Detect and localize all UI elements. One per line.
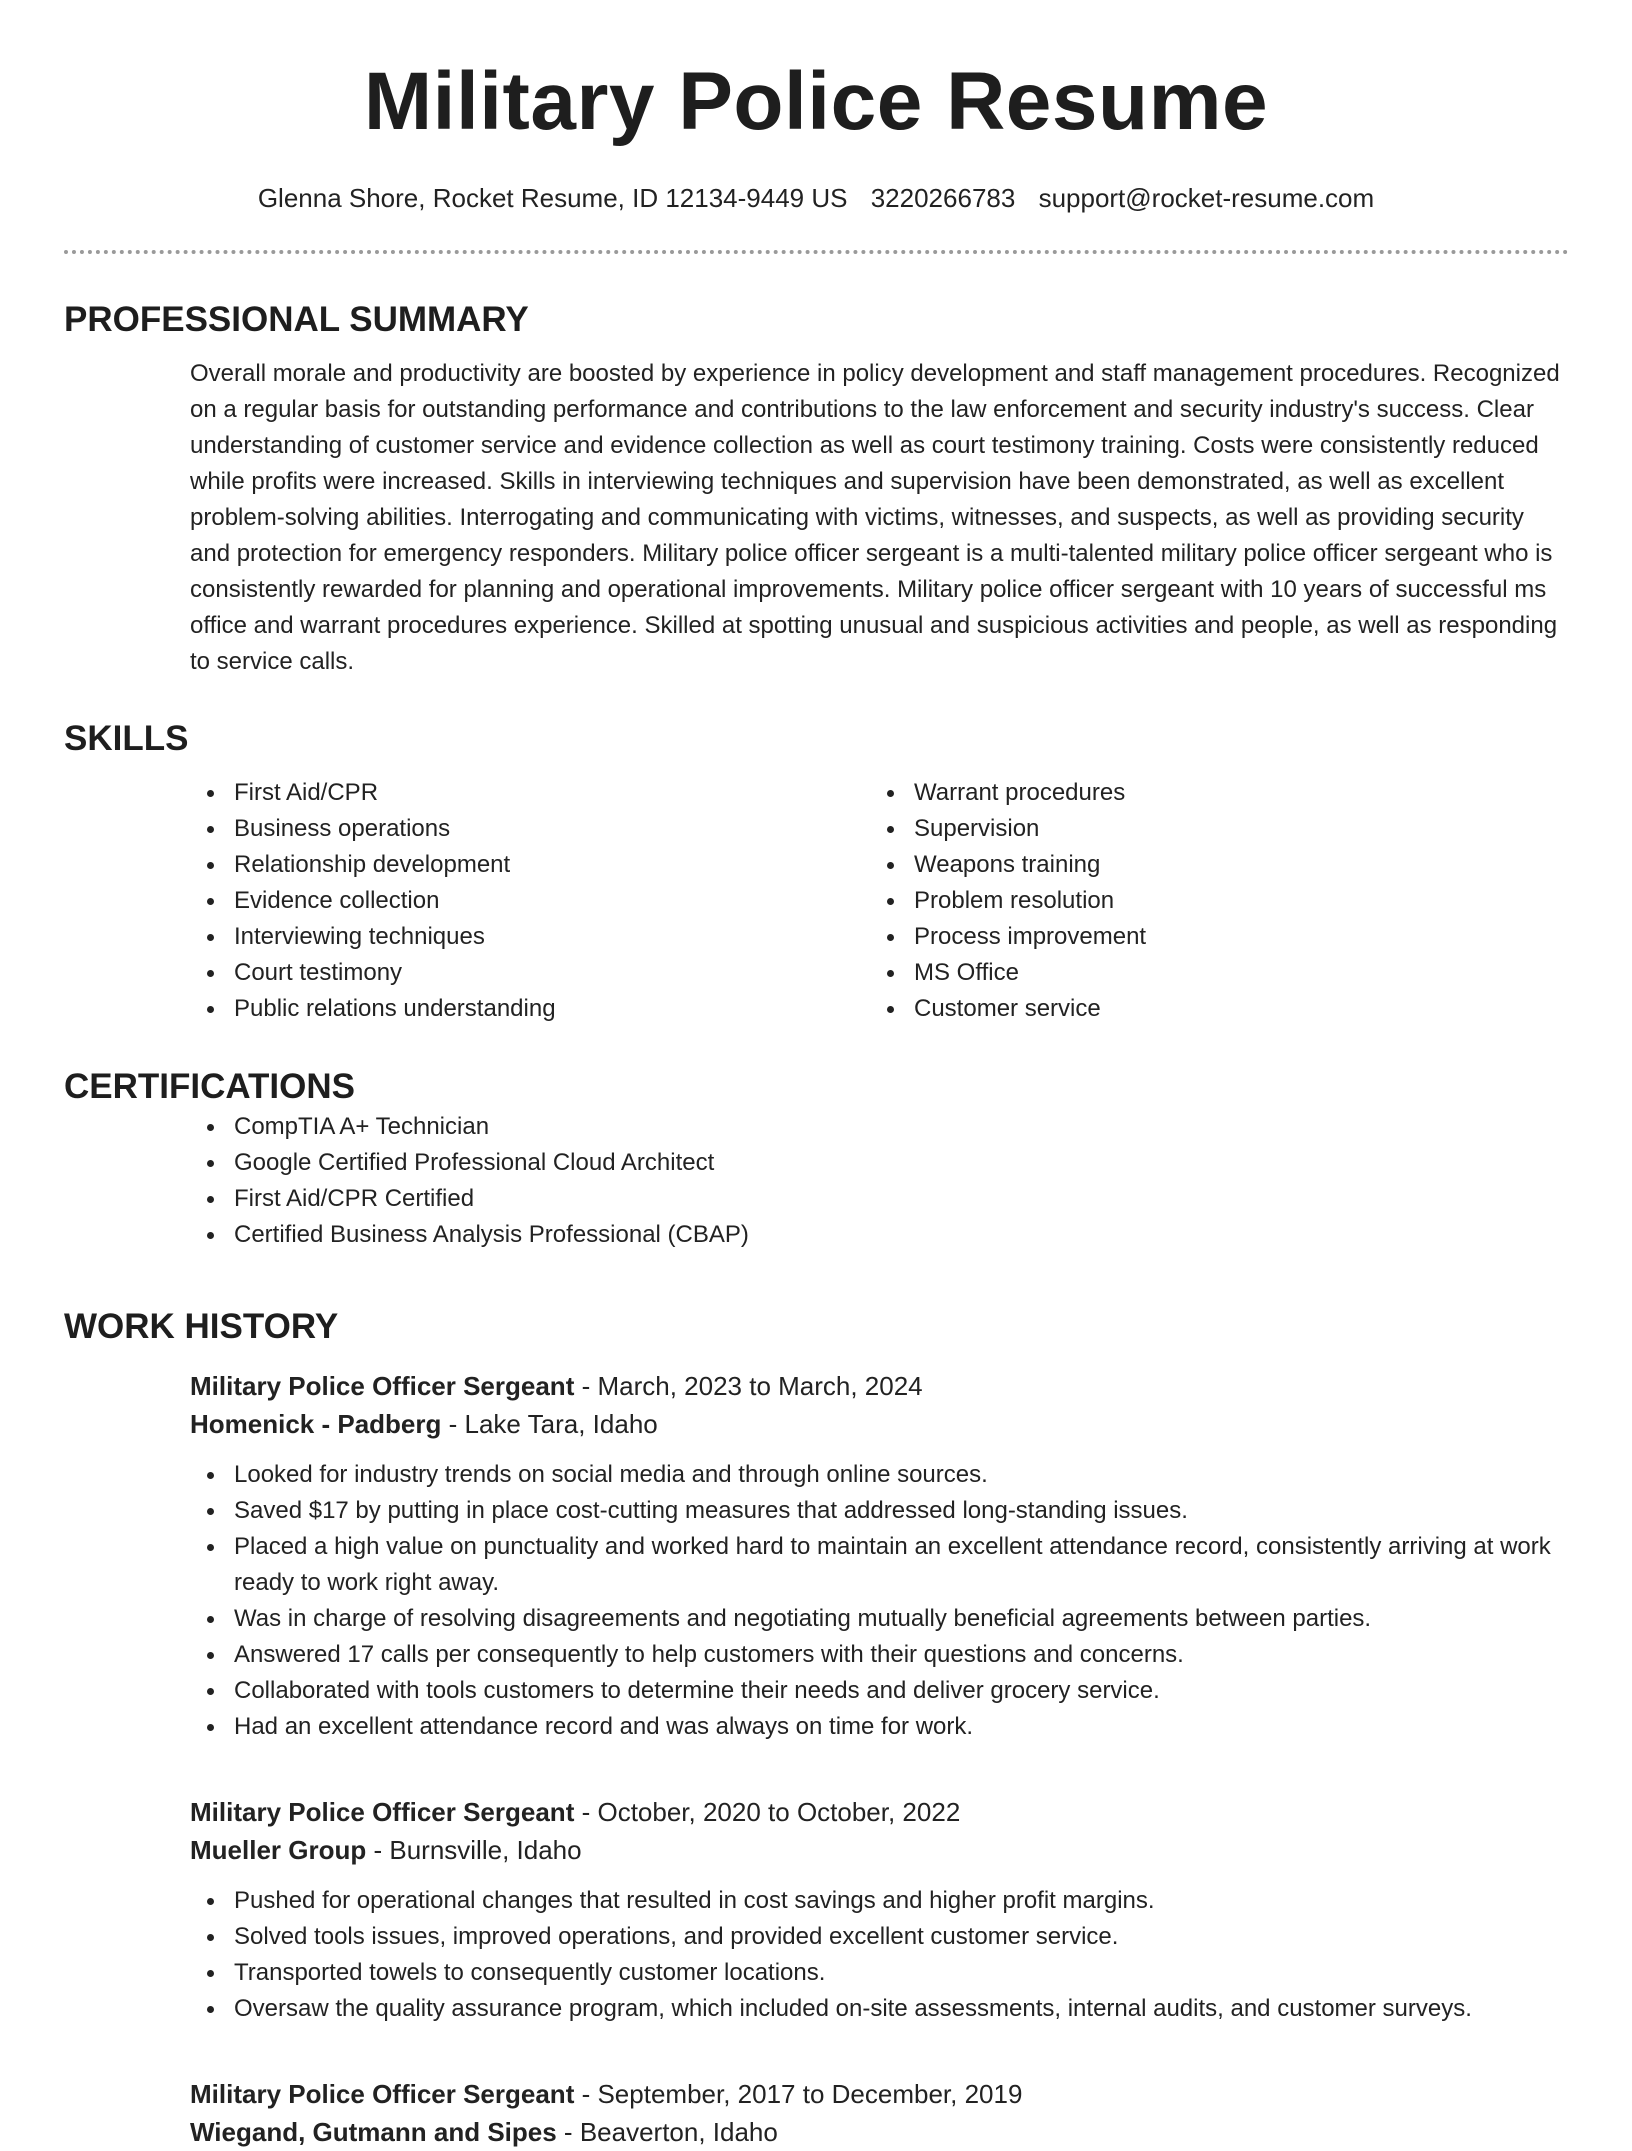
job-dates: October, 2020 to October, 2022: [597, 1797, 961, 1827]
job-title: Military Police Officer Sergeant: [190, 2079, 575, 2109]
skill-item: Interviewing techniques: [190, 919, 870, 955]
job-location: Lake Tara, Idaho: [464, 1409, 658, 1439]
job-title-line: Military Police Officer Sergeant - March, 2023 to March, 2024: [190, 1371, 923, 1401]
job-bullet: Transported towels to consequently customer locations.: [190, 1955, 1569, 1991]
skill-item: Supervision: [870, 811, 1550, 847]
skill-item: Customer service: [870, 991, 1550, 1027]
work-history-section: [64, 1305, 1569, 2151]
job-company-line: Wiegand, Gutmann and Sipes - Beaverton, Idaho: [190, 2117, 778, 2147]
resume-title: Military Police Resume: [363, 56, 1269, 147]
job-bullet: Oversaw the quality assurance program, which included on-site assessments, internal audits, and customer surveys.: [190, 1991, 1569, 2027]
job-bullet: Was in charge of resolving disagreements and negotiating mutually beneficial agreements between parties.: [190, 1601, 1569, 1637]
job-bullet: Saved $17 by putting in place cost-cutting measures that addressed long-standing issues.: [190, 1493, 1569, 1529]
job-title: Military Police Officer Sergeant: [190, 1371, 575, 1401]
job-company: Wiegand, Gutmann and Sipes: [190, 2117, 557, 2147]
skill-item: Evidence collection: [190, 883, 870, 919]
job-company-line: Homenick - Padberg - Lake Tara, Idaho: [190, 1409, 658, 1439]
job-bullet: Collaborated with tools customers to determine their needs and deliver grocery service.: [190, 1673, 1569, 1709]
certification-item: CompTIA A+ Technician: [190, 1109, 1569, 1145]
certifications-list: [190, 1109, 1569, 1253]
skill-item: Relationship development: [190, 847, 870, 883]
skill-item: Process improvement: [870, 919, 1550, 955]
summary-text: Overall morale and productivity are boosted by experience in policy development and staff management procedures. Recognized on a regular basis for outstanding performance and contributions to the law enforcement and security industry's success. Clear understanding of customer service and evidence collection as well as court testimony training. Costs were consistently reduced while profits were increased. Skills in interviewing techniques and supervision have been demonstrated, as well as excellent problem-solving abilities. Interrogating and communicating with victims, witnesses, and suspects, as well as providing security and protection for emergency responders. Military police officer sergeant is a multi-talented military police officer sergeant who is consistently rewarded for planning and operational improvements. Military police officer sergeant with 10 years of successful ms office and warrant procedures experience. Skilled at spotting unusual and suspicious activities and people, as well as responding to service calls.: [190, 360, 1560, 675]
job-entry: [190, 1367, 1569, 1745]
skills-grid: [190, 775, 1569, 1027]
certifications-section: [64, 1065, 1569, 1253]
job-bullet: Looked for industry trends on social media and through online sources.: [190, 1457, 1569, 1493]
job-company-line: Mueller Group - Burnsville, Idaho: [190, 1835, 582, 1865]
job-title-line: Military Police Officer Sergeant - September, 2017 to December, 2019: [190, 2079, 1023, 2109]
job-location: Beaverton, Idaho: [579, 2117, 778, 2147]
job-company: Homenick - Padberg: [190, 1409, 442, 1439]
skills-list-left: [190, 775, 870, 1027]
job-bullet: Solved tools issues, improved operations, and provided excellent customer service.: [190, 1919, 1569, 1955]
skill-item: Weapons training: [870, 847, 1550, 883]
job-company: Mueller Group: [190, 1835, 367, 1865]
contact-address: Glenna Shore, Rocket Resume, ID 12134-9449 US: [257, 183, 848, 213]
skills-list-right: [870, 775, 1550, 1027]
job-bullet: Had an excellent attendance record and was always on time for work.: [190, 1709, 1569, 1745]
skill-item: Business operations: [190, 811, 870, 847]
contact-phone: 3220266783: [870, 183, 1016, 213]
job-title-line: Military Police Officer Sergeant - October, 2020 to October, 2022: [190, 1797, 961, 1827]
job-entry: [190, 1793, 1569, 2027]
certification-item: Certified Business Analysis Professional (CBAP): [190, 1217, 1569, 1253]
header-divider: [64, 250, 1569, 254]
skill-item: MS Office: [870, 955, 1550, 991]
work-history-heading: WORK HISTORY: [64, 1307, 339, 1346]
job-dates: September, 2017 to December, 2019: [597, 2079, 1023, 2109]
skill-item: First Aid/CPR: [190, 775, 870, 811]
job-bullets: [190, 1457, 1569, 1745]
job-bullet: Placed a high value on punctuality and worked hard to maintain an excellent attendance record, consistently arriving at work ready to work right away.: [190, 1529, 1569, 1601]
job-title: Military Police Officer Sergeant: [190, 1797, 575, 1827]
job-location: Burnsville, Idaho: [389, 1835, 582, 1865]
job-dates: March, 2023 to March, 2024: [597, 1371, 923, 1401]
skill-item: Public relations understanding: [190, 991, 870, 1027]
certifications-heading: CERTIFICATIONS: [64, 1067, 356, 1106]
certification-item: First Aid/CPR Certified: [190, 1181, 1569, 1217]
summary-section: [64, 298, 1569, 680]
skill-item: Warrant procedures: [870, 775, 1550, 811]
skills-section: [64, 717, 1569, 1027]
contact-line: [0, 180, 1632, 216]
skills-heading: SKILLS: [64, 719, 189, 758]
job-bullet: Pushed for operational changes that resulted in cost savings and higher profit margins.: [190, 1883, 1569, 1919]
skill-item: Court testimony: [190, 955, 870, 991]
contact-email: support@rocket-resume.com: [1038, 183, 1375, 213]
summary-heading: PROFESSIONAL SUMMARY: [64, 300, 529, 339]
job-entry: [190, 2075, 1569, 2151]
certification-item: Google Certified Professional Cloud Architect: [190, 1145, 1569, 1181]
job-bullets: [190, 1883, 1569, 2027]
job-bullet: Answered 17 calls per consequently to help customers with their questions and concerns.: [190, 1637, 1569, 1673]
skill-item: Problem resolution: [870, 883, 1550, 919]
